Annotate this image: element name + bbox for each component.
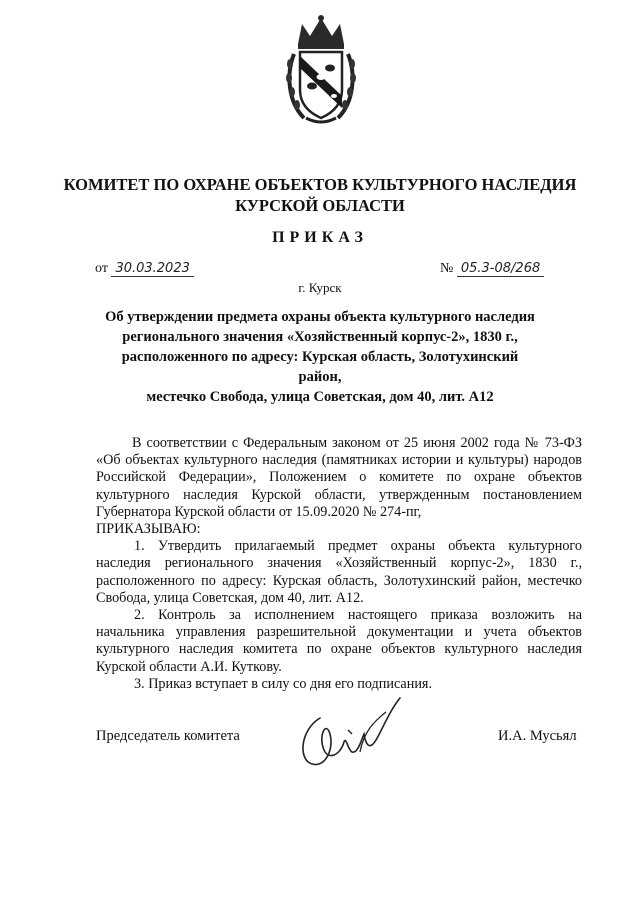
order-subject-line4: местечко Свобода, улица Советская, дом 40, лит. А12 [146, 389, 494, 405]
order-item-2: 2. Контроль за исполнением настоящего приказа возложить на начальника управления разрешительной документации и учета объектов культурного наследия комитета по охране объектов культурного наследия Курской области А.И. Куткову. [96, 607, 582, 675]
order-subject-line3: расположенного по адресу: Курская область, Золотухинский район, [121, 349, 519, 385]
order-item-1: 1. Утвердить прилагаемый предмет охраны объекта культурного наследия регионального значения «Хозяйственный корпус-2», 1830 г., расположенного по адресу: Курская область, Золотухинский район, местечко Свобода, улица Советская, дом 40, лит. А12. [96, 538, 582, 606]
signature-icon [290, 690, 410, 780]
organization-title [60, 174, 580, 216]
order-body [96, 435, 582, 693]
order-date [95, 261, 194, 277]
order-number-prefix: № [440, 261, 454, 276]
signatory-position: Председатель комитета [96, 728, 240, 744]
signatory-name: И.А. Мусьял [498, 728, 577, 744]
preamble-paragraph: В соответствии с Федеральным законом от 25 июня 2002 года № 73-ФЗ «Об объектах культурного наследия (памятниках истории и культуры) народов Российской Федерации», Положением о комитете по охране объектов культурного наследия Курской области, утвержденным постановлением Губернатора Курской области от 15.09.2020 № 274-пг, [96, 435, 582, 520]
coat-of-arms-icon [284, 14, 358, 126]
order-date-value: 30.03.2023 [111, 261, 193, 277]
order-date-prefix: от [95, 261, 108, 276]
order-item-3: 3. Приказ вступает в силу со дня его подписания. [134, 675, 432, 692]
order-subject-line2: регионального значения «Хозяйственный корпус-2», 1830 г., [122, 329, 518, 345]
organization-title-line1: КОМИТЕТ ПО ОХРАНЕ ОБЪЕКТОВ КУЛЬТУРНОГО НАСЛЕДИЯ [63, 175, 577, 194]
order-subject [100, 307, 540, 407]
city-label: г. Курск [298, 280, 342, 295]
document-type-heading: ПРИКАЗ [272, 229, 368, 246]
order-subject-line1: Об утверждении предмета охраны объекта культурного наследия [105, 309, 535, 325]
organization-title-line2: КУРСКОЙ ОБЛАСТИ [235, 196, 405, 215]
order-word: ПРИКАЗЫВАЮ: [96, 521, 201, 538]
order-number-value: 05.3-08/268 [457, 261, 544, 277]
order-number [440, 261, 544, 277]
